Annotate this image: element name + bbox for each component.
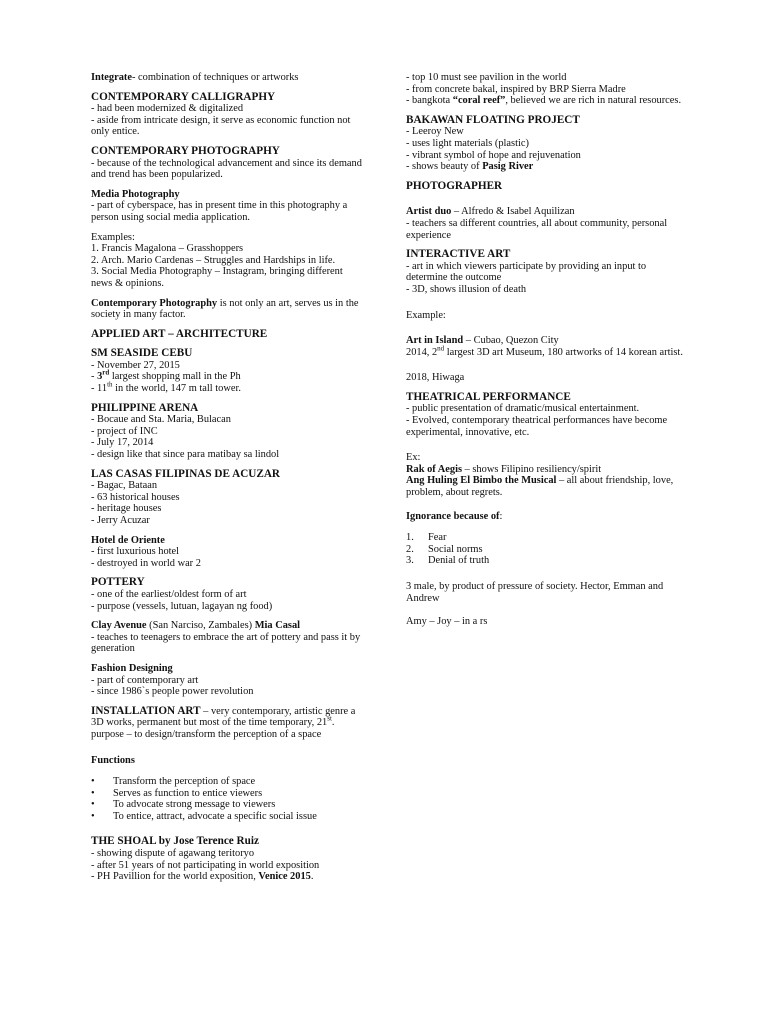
photographer-heading: PHOTOGRAPHER xyxy=(406,179,503,192)
text-line: - after 51 years of not participating in world exposition xyxy=(91,859,320,871)
section-interactive-art xyxy=(406,249,686,295)
examples-heading: Examples: xyxy=(91,231,135,243)
text-line: - because of the technological advancement and since its demand and trend has been popularized. xyxy=(91,157,362,181)
list-item: 1. Francis Magalona – Grasshoppers xyxy=(91,243,244,255)
amy-text: Amy – Joy – in a rs xyxy=(406,616,488,628)
ignorance-list xyxy=(406,532,686,567)
text-line: - 3D, shows illusion of death xyxy=(406,283,527,295)
male-text: 3 male, by product of pressure of society. Hector, Emman and Andrew xyxy=(406,581,664,604)
text-line: - first luxurious hotel xyxy=(91,546,180,558)
installation-heading: INSTALLATION ART xyxy=(91,704,201,717)
section-pottery xyxy=(91,577,363,612)
list-item: 2. Social norms xyxy=(406,543,483,555)
text-line: - project of INC xyxy=(91,425,158,437)
section-pavilion-continued xyxy=(406,72,686,107)
hotel-heading: Hotel de Oriente xyxy=(91,534,165,546)
list-item: 3. Social Media Photography – Instagram, bringing different news & opinions. xyxy=(91,266,343,289)
section-bakawan xyxy=(406,115,686,173)
section-fashion-designing xyxy=(91,663,363,698)
text-line: - Leeroy New xyxy=(406,126,464,138)
section-media-photography xyxy=(91,189,363,224)
text-line: - Evolved, contemporary theatrical performances have become experimental, innovative, etc. xyxy=(406,415,668,438)
text-line: - part of cyberspace, has in present time in this photography a person using social media application. xyxy=(91,200,348,223)
text-line: - one of the earliest/oldest form of art xyxy=(91,588,247,600)
text-line: - Bagac, Bataan xyxy=(91,480,158,492)
text-line: - Bocaue and Sta. Maria, Bulacan xyxy=(91,414,231,426)
section-philippine-arena xyxy=(91,403,363,461)
section-hiwaga xyxy=(406,372,686,384)
text-line: - public presentation of dramatic/musical entertainment. xyxy=(406,403,640,415)
note-rest: is not only an art, serves us in the society in many factor. xyxy=(91,297,359,321)
list-item: 1. Fear xyxy=(406,532,447,544)
example-heading: Example: xyxy=(406,309,446,321)
section-examples xyxy=(91,232,363,290)
section-art-in-island xyxy=(406,335,686,358)
clay-heading: Clay Avenue (San Narciso, Zambales) Mia Casal xyxy=(91,620,301,632)
ignorance-heading: Ignorance because of: xyxy=(406,510,503,522)
section-photography xyxy=(91,146,363,181)
theatrical-heading: THEATRICAL PERFORMANCE xyxy=(406,390,571,403)
integrate-term: Integrate xyxy=(91,72,132,83)
applied-heading: APPLIED ART – ARCHITECTURE xyxy=(91,327,268,340)
text-line: - teachers sa different countries, all about community, personal experience xyxy=(406,217,668,241)
text-line: - shows beauty of Pasig River xyxy=(406,161,534,173)
text-line: - heritage houses xyxy=(91,503,162,515)
media-heading: Media Photography xyxy=(91,188,180,200)
pottery-heading: POTTERY xyxy=(91,576,145,589)
text-line: - 63 historical houses xyxy=(91,491,180,503)
text-line: - 3rd largest shopping mall in the Ph xyxy=(91,369,241,383)
note-term: Contemporary Photography xyxy=(91,297,218,309)
text-line: - vibrant symbol of hope and rejuvenation xyxy=(406,149,581,161)
section-clay-avenue xyxy=(91,620,363,655)
right-column xyxy=(406,72,686,636)
section-amy xyxy=(406,616,686,628)
section-ex xyxy=(406,452,686,498)
text-line: - design like that since para matibay sa lindol xyxy=(91,449,280,461)
functions-heading: Functions xyxy=(91,754,135,766)
section-hotel-de-oriente xyxy=(91,535,363,570)
text-line: - art in which viewers participate by providing an input to determine the outcome xyxy=(406,260,647,284)
section-example xyxy=(406,310,686,322)
list-item: • To advocate strong message to viewers xyxy=(91,799,363,811)
duo-heading: Artist duo – Alfredo & Isabel Aquilizan xyxy=(406,206,575,218)
calligraphy-heading: CONTEMPORARY CALLIGRAPHY xyxy=(91,90,276,103)
text-line: 2014, 2nd largest 3D art Museum, 180 artworks of 14 korean artist. xyxy=(406,344,683,358)
list-item: • Transform the perception of space xyxy=(91,776,363,788)
contemporary-photography-note xyxy=(91,298,363,321)
casas-heading: LAS CASAS FILIPINAS DE ACUZAR xyxy=(91,467,280,480)
text-line: - part of contemporary art xyxy=(91,674,199,686)
section-ignorance xyxy=(406,511,686,567)
text-line: - destroyed in world war 2 xyxy=(91,557,201,569)
ex-heading: Ex: xyxy=(406,452,421,464)
island-heading: Art in Island – Cubao, Quezon City xyxy=(406,335,559,347)
text-line: - from concrete bakal, inspired by BRP Sierra Madre xyxy=(406,83,626,95)
text-line: - since 1986`s people power revolution xyxy=(91,686,254,698)
section-artist-duo xyxy=(406,206,686,241)
shoal-heading: THE SHOAL by Jose Terence Ruiz xyxy=(91,835,259,848)
section-calligraphy xyxy=(91,92,363,138)
section-functions xyxy=(91,755,363,823)
sm-heading: SM SEASIDE CEBU xyxy=(91,347,193,360)
text-line: - top 10 must see pavilion in the world xyxy=(406,72,567,83)
text-line: Rak of Aegis – shows Filipino resiliency/spirit xyxy=(406,463,602,475)
bakawan-heading: BAKAWAN FLOATING PROJECT xyxy=(406,113,580,126)
text-line: Ang Huling El Bimbo the Musical – all about friendship, love, problem, about regrets. xyxy=(406,475,674,499)
text-line: - July 17, 2014 xyxy=(91,437,154,449)
section-las-casas xyxy=(91,469,363,527)
text-line: - Jerry Acuzar xyxy=(91,515,150,526)
section-applied-art xyxy=(91,329,363,341)
text-line: - bangkota “coral reef”, believed we are rich in natural resources. xyxy=(406,95,682,107)
text-line: - 11th in the world, 147 m tall tower. xyxy=(91,380,241,395)
text-line: - November 27, 2015 xyxy=(91,359,180,371)
text-line: - teaches to teenagers to embrace the art of pottery and pass it by generation xyxy=(91,631,361,655)
section-photographer xyxy=(406,181,686,193)
text-line: - uses light materials (plastic) xyxy=(406,137,529,149)
arena-heading: PHILIPPINE ARENA xyxy=(91,401,199,414)
text-line: - purpose (vessels, lutuan, lagayan ng food) xyxy=(91,600,273,612)
text-line: - had been modernized & digitalized xyxy=(91,103,244,115)
section-installation-art: INSTALLATION ART – very contemporary, artistic genre a 3D works, permanent but most of the time temporary, 21st. purpose – to design/transform the perception of a space xyxy=(91,704,356,740)
fashion-heading: Fashion Designing xyxy=(91,662,173,674)
section-sm-seaside xyxy=(91,348,363,394)
text-line: - PH Pavillion for the world exposition, Venice 2015. xyxy=(91,871,314,883)
list-item: • To entice, attract, advocate a specific social issue xyxy=(91,811,363,823)
photography-heading: CONTEMPORARY PHOTOGRAPHY xyxy=(91,144,280,157)
text-line: - aside from intricate design, it serve as economic function not only entice. xyxy=(91,114,351,138)
list-item: 3. Denial of truth xyxy=(406,555,490,567)
interactive-heading: INTERACTIVE ART xyxy=(406,248,511,261)
section-the-shoal xyxy=(91,836,363,882)
list-item: • Serves as function to entice viewers xyxy=(91,788,363,800)
integrate-definition xyxy=(91,72,363,84)
functions-list xyxy=(91,776,363,822)
list-item: 2. Arch. Mario Cardenas – Struggles and Hardships in life. xyxy=(91,254,336,266)
section-male xyxy=(406,581,686,604)
hiwaga-text: 2018, Hiwaga xyxy=(406,372,465,384)
integrate-def: - combination of techniques or artworks xyxy=(131,72,299,83)
left-column xyxy=(91,72,363,891)
section-theatrical xyxy=(406,392,686,438)
text-line: - showing dispute of agawang teritoryo xyxy=(91,848,255,860)
